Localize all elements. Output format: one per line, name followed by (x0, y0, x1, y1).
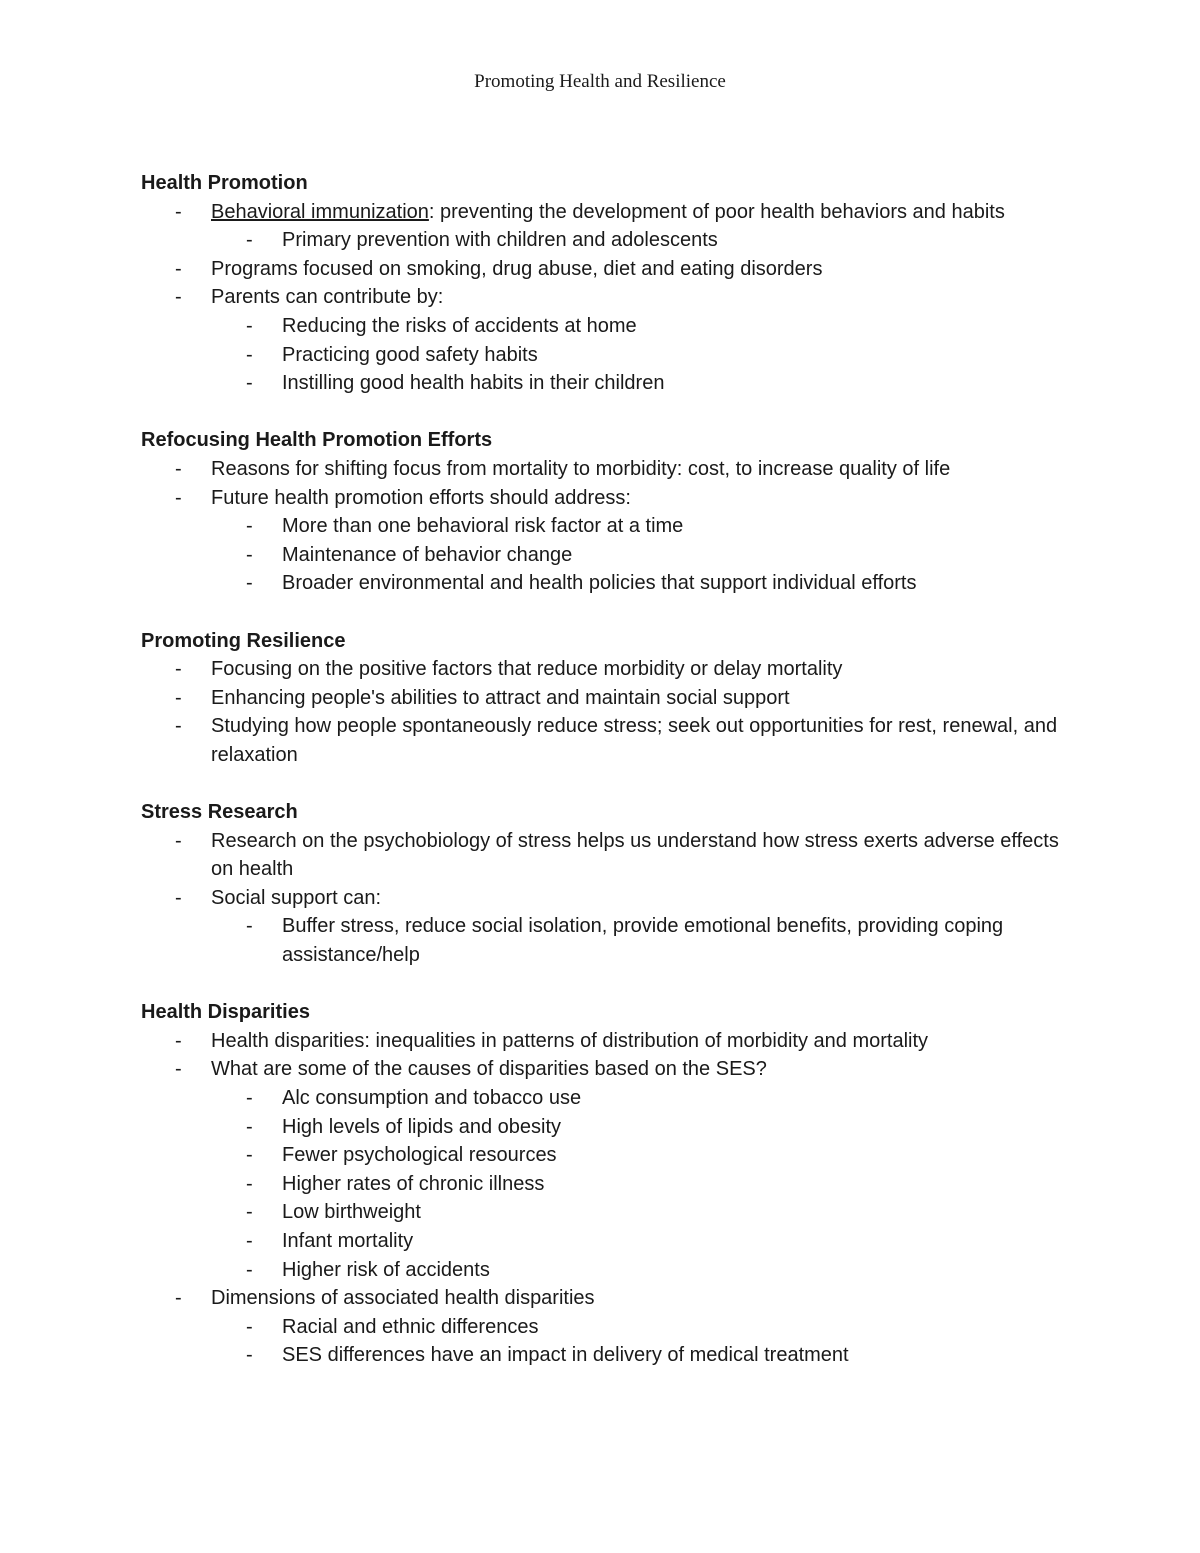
bullet-dash: - (246, 229, 253, 252)
list-item (141, 1113, 1071, 1142)
section-heading: Refocusing Health Promotion Efforts (141, 429, 493, 452)
bullet-dash: - (175, 486, 182, 509)
list-item (141, 655, 1071, 684)
item-text: Buffer stress, reduce social isolation, provide emotional benefits, providing coping assistance/help (282, 915, 1004, 967)
item-text: Programs focused on smoking, drug abuse, diet and eating disorders (211, 257, 823, 280)
bullet-dash: - (246, 343, 253, 366)
item-text: Social support can: (211, 886, 382, 909)
bullet-dash: - (246, 1315, 253, 1338)
item-text: Practicing good safety habits (282, 343, 538, 366)
item-text: Higher rates of chronic illness (282, 1172, 545, 1195)
item-text: Instilling good health habits in their children (282, 372, 665, 395)
bullet-dash: - (246, 314, 253, 337)
bullet-dash: - (175, 1029, 182, 1052)
bullet-dash: - (246, 572, 253, 595)
list-item (141, 455, 1071, 484)
section-health-disparities (141, 998, 1071, 1370)
bullet-dash: - (246, 543, 253, 566)
bullet-dash: - (246, 1344, 253, 1367)
defined-term: Behavioral immunization (211, 200, 429, 223)
bullet-list (141, 827, 1071, 970)
bullet-dash: - (246, 1115, 253, 1138)
bullet-dash: - (175, 200, 182, 223)
section-heading: Promoting Resilience (141, 629, 346, 652)
section-heading: Stress Research (141, 801, 298, 824)
bullet-list (141, 655, 1071, 769)
item-text: Higher risk of accidents (282, 1258, 490, 1281)
list-item (141, 255, 1071, 284)
bullet-dash: - (246, 915, 253, 938)
list-item (141, 283, 1071, 312)
bullet-dash: - (175, 829, 182, 852)
item-text: Dimensions of associated health disparities (211, 1287, 595, 1310)
bullet-list (141, 455, 1071, 598)
item-text: Maintenance of behavior change (282, 543, 573, 566)
list-item (141, 1198, 1071, 1227)
document-body (141, 169, 1071, 1399)
bullet-list (141, 198, 1071, 398)
list-item (141, 1256, 1071, 1285)
list-item (141, 226, 1071, 255)
list-item (141, 884, 1071, 913)
bullet-dash: - (246, 372, 253, 395)
list-item (141, 1055, 1071, 1084)
bullet-dash: - (175, 886, 182, 909)
section-refocusing-health-promotion (141, 426, 1071, 598)
item-text: Reasons for shifting focus from mortality to morbidity: cost, to increase quality of life (211, 457, 951, 480)
item-text: Primary prevention with children and adolescents (282, 229, 718, 252)
item-text: More than one behavioral risk factor at a time (282, 515, 684, 538)
bullet-dash: - (175, 1058, 182, 1081)
item-text: SES differences have an impact in delivery of medical treatment (282, 1344, 849, 1367)
item-text: Health disparities: inequalities in patterns of distribution of morbidity and mortality (211, 1029, 929, 1052)
bullet-dash: - (246, 1172, 253, 1195)
list-item (141, 1313, 1071, 1342)
list-item (141, 712, 1071, 769)
bullet-list (141, 1027, 1071, 1370)
item-text: Reducing the risks of accidents at home (282, 314, 637, 337)
list-item (141, 198, 1071, 227)
bullet-dash: - (246, 1144, 253, 1167)
list-item (141, 1170, 1071, 1199)
list-item (141, 1341, 1071, 1370)
item-text: Fewer psychological resources (282, 1144, 557, 1167)
bullet-dash: - (175, 286, 182, 309)
section-heading: Health Disparities (141, 1001, 310, 1024)
list-item (141, 341, 1071, 370)
item-text: Studying how people spontaneously reduce stress; seek out opportunities for rest, renewal, and relaxation (211, 715, 1058, 766)
item-text: Focusing on the positive factors that reduce morbidity or delay mortality (211, 658, 843, 681)
list-item (141, 1227, 1071, 1256)
item-text: High levels of lipids and obesity (282, 1115, 562, 1138)
bullet-dash: - (175, 257, 182, 280)
page-header (0, 70, 1200, 94)
section-promoting-resilience (141, 627, 1071, 770)
list-item (141, 912, 1071, 969)
item-text: Low birthweight (282, 1201, 421, 1224)
list-item (141, 1141, 1071, 1170)
list-item (141, 1084, 1071, 1113)
bullet-dash: - (175, 715, 182, 738)
bullet-dash: - (175, 658, 182, 681)
list-item (141, 827, 1071, 884)
item-text: : preventing the development of poor health behaviors and habits (428, 200, 1005, 223)
item-text: What are some of the causes of disparities based on the SES? (211, 1058, 767, 1081)
list-item (141, 1027, 1071, 1056)
list-item (141, 1284, 1071, 1313)
item-text: Alc consumption and tobacco use (282, 1087, 582, 1109)
list-item (141, 512, 1071, 541)
bullet-dash: - (246, 1229, 253, 1252)
section-heading: Health Promotion (141, 172, 308, 194)
section-stress-research (141, 798, 1071, 970)
list-item (141, 541, 1071, 570)
list-item (141, 484, 1071, 513)
list-item (141, 312, 1071, 341)
list-item (141, 569, 1071, 598)
item-text: Future health promotion efforts should address: (211, 486, 631, 509)
document-title: Promoting Health and Resilience (474, 71, 726, 92)
item-text: Broader environmental and health policies that support individual efforts (282, 572, 917, 595)
item-text: Infant mortality (282, 1229, 414, 1252)
section-health-promotion (141, 169, 1071, 398)
item-text: Racial and ethnic differences (282, 1315, 539, 1338)
bullet-dash: - (175, 1287, 182, 1310)
bullet-dash: - (246, 1201, 253, 1224)
list-item (141, 369, 1071, 398)
bullet-dash: - (175, 686, 182, 709)
bullet-dash: - (175, 457, 182, 480)
item-text: Enhancing people's abilities to attract and maintain social support (211, 686, 790, 709)
bullet-dash: - (246, 1087, 253, 1109)
bullet-dash: - (246, 515, 253, 538)
bullet-dash: - (246, 1258, 253, 1281)
item-text: Research on the psychobiology of stress helps us understand how stress exerts adverse effects on health (211, 829, 1059, 881)
item-text: Parents can contribute by: (211, 286, 444, 309)
list-item (141, 684, 1071, 713)
